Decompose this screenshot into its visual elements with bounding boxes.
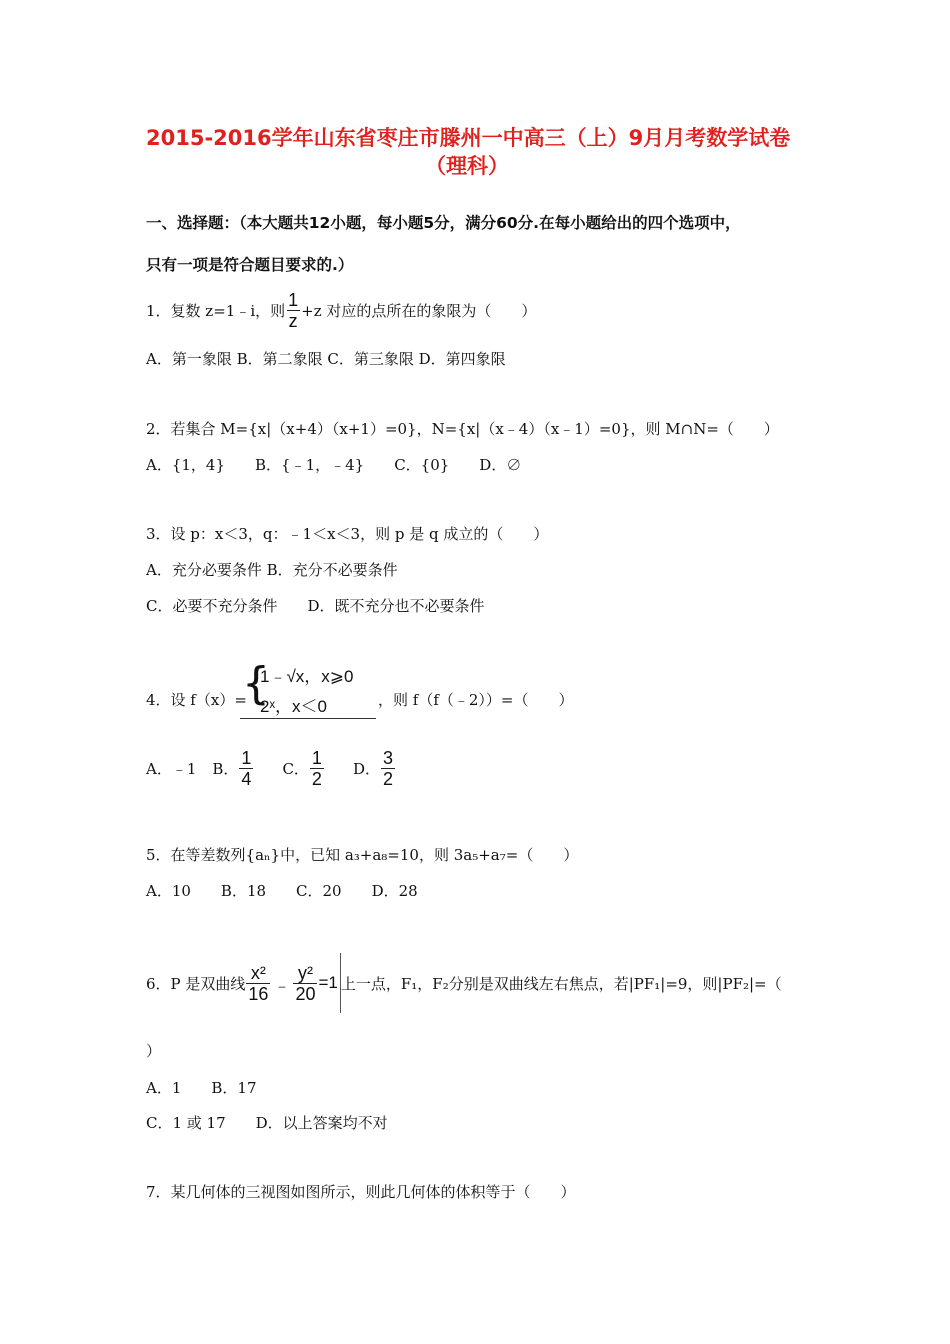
equals-one: =1 [318, 953, 340, 1013]
question-4-stem-start: 4．设 f（x）= [146, 691, 247, 709]
fraction-numerator: 1 [311, 747, 322, 768]
question-3-options-cd: C．必要不充分条件 D．既不充分也不必要条件 [146, 597, 485, 615]
question-5-stem: 5．在等差数列{aₙ}中，已知 a₃+a₈=10，则 3a₅+a₇=（ ） [146, 846, 579, 864]
question-6-stem-end: 上一点，F₁，F₂分别是双曲线左右焦点，若|PF₁|=9，则|PF₂|=（ [340, 974, 782, 993]
section-heading-line1: 一、选择题：（本大题共12小题，每小题5分，满分60分.在每小题给出的四个选项中， [146, 214, 741, 232]
question-1-stem-end: +z 对应的点所在的象限为（ ） [301, 301, 537, 320]
question-4-options [146, 745, 396, 791]
exam-title-line2: （理科） [425, 154, 509, 178]
question-4-option-c-label: C． [282, 759, 309, 778]
exam-title-line1: 2015-2016学年山东省枣庄市滕州一中高三（上）9月月考数学试卷 [146, 126, 791, 150]
question-4-option-c-fraction [310, 749, 324, 788]
question-4-option-a: A．﹣1 [146, 759, 197, 778]
hyperbola-x-term [246, 964, 270, 1003]
question-5-options: A．10 B．18 C．20 D．28 [146, 882, 418, 900]
question-3-stem: 3．设 p：x＜3，q：﹣1＜x＜3，则 p 是 q 成立的（ ） [146, 525, 549, 543]
fraction-numerator: x² [250, 962, 266, 983]
question-4-option-b-label: B． [212, 759, 239, 778]
question-3-options-ab: A．充分必要条件 B．充分不必要条件 [146, 561, 398, 579]
section-heading-line2: 只有一项是符合题目要求的.） [146, 256, 354, 274]
question-4-option-d-fraction [381, 749, 395, 788]
fraction-numerator: y² [297, 962, 313, 983]
question-6-options-ab: A．1 B．17 [146, 1079, 257, 1097]
question-6-stem-continued: ） [146, 1042, 162, 1060]
question-6-options-cd: C．1 或 17 D．以上答案均不对 [146, 1114, 388, 1132]
fraction-denominator: z [288, 310, 298, 331]
question-4-stem-end: ，则 f（f（﹣2））=（ ） [378, 691, 574, 709]
question-2-options: A．{1，4} B．{﹣1，﹣4} C．{0} D．∅ [146, 456, 522, 474]
question-4-piecewise [240, 656, 376, 719]
fraction-denominator: 2 [382, 768, 393, 789]
fraction-denominator: 2 [311, 768, 322, 789]
piecewise-case-2: 2ˣ，x＜0 [260, 697, 327, 716]
question-1-options: A．第一象限 B．第二象限 C．第三象限 D．第四象限 [146, 350, 506, 368]
minus-sign: ﹣ [273, 975, 291, 995]
question-7-stem: 7．某几何体的三视图如图所示，则此几何体的体积等于（ ） [146, 1183, 576, 1201]
fraction-numerator: 1 [288, 289, 299, 310]
hyperbola-y-term [293, 964, 317, 1003]
question-2-stem: 2．若集合 M={x|（x+4）（x+1）=0}，N={x|（x﹣4）（x﹣1）=0}，则 M∩N=（ ） [146, 420, 779, 438]
question-4-option-d-label: D． [352, 759, 380, 778]
fraction-denominator: 4 [241, 768, 252, 789]
fraction-denominator: 20 [295, 983, 316, 1004]
question-1-fraction [286, 291, 300, 330]
fraction-denominator: 16 [248, 983, 269, 1004]
question-1-stem-start: 1．复数 z=1﹣i，则 [146, 301, 286, 320]
fraction-numerator: 3 [382, 747, 393, 768]
piecewise-case-1: 1﹣√x，x⩾0 [260, 667, 354, 686]
fraction-numerator: 1 [241, 747, 252, 768]
question-6-stem-start: 6．P 是双曲线 [146, 974, 246, 993]
left-brace-icon: { [242, 658, 270, 709]
question-1 [146, 287, 536, 333]
question-4-option-b-fraction [239, 749, 253, 788]
question-6 [146, 948, 782, 1018]
